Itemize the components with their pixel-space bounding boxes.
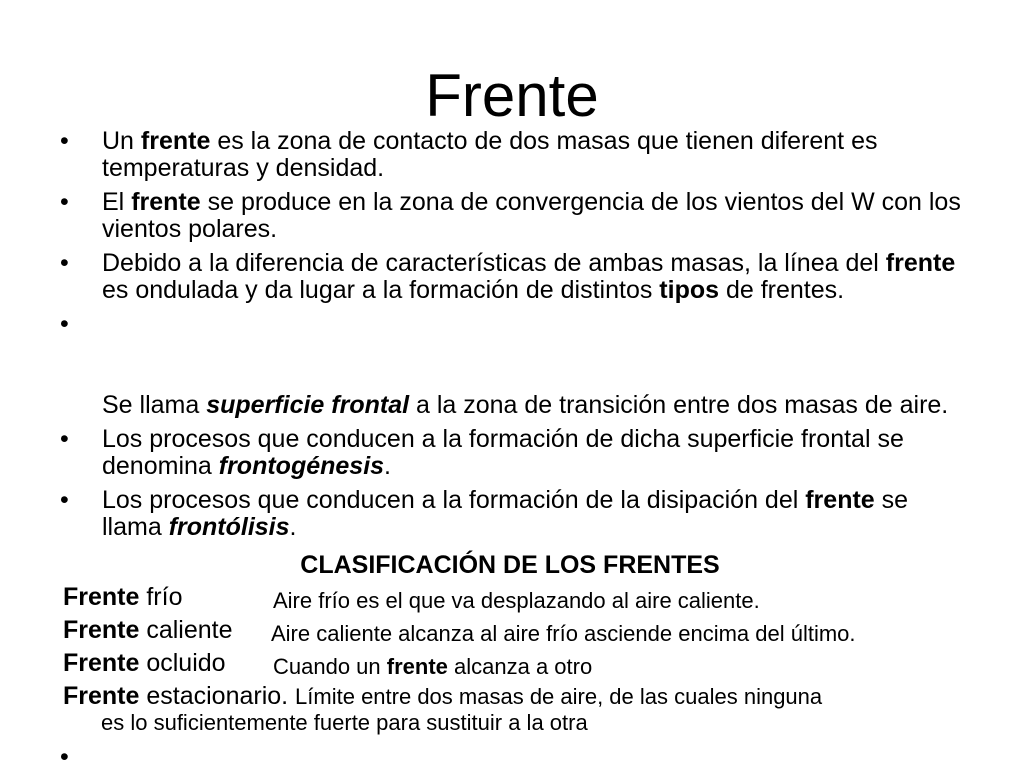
bullet-frente-definition <box>60 128 970 182</box>
front-type-warm <box>63 617 963 650</box>
front-definition: Aire frío es el que va desplazando al aire caliente. <box>273 588 760 613</box>
bullet-dot: • <box>60 310 69 338</box>
front-term-rest: caliente <box>139 616 233 644</box>
bullet-keyword: superficie frontal <box>206 391 410 419</box>
front-term: Frente <box>63 583 140 611</box>
front-definition <box>273 653 592 680</box>
bullet-frontolisis <box>60 487 970 541</box>
bullet-frente-types <box>60 250 970 304</box>
bullet-text: es la zona de contacto de dos masas que tienen diferent es temperaturas y densidad. <box>102 127 878 182</box>
front-term-rest: frío <box>139 583 183 611</box>
bullet-text: Debido a la diferencia de características de ambas masas, la línea del <box>102 249 886 277</box>
bullet-text: a la zona de transición entre dos masas de aire. <box>409 391 949 419</box>
bullet-keyword: frente <box>805 486 875 514</box>
bullet-superficie-frontal <box>60 311 970 419</box>
front-type-cold <box>63 584 963 617</box>
bullet-text: . <box>289 513 297 541</box>
bullet-text: Los procesos que conducen a la formación de dicha superficie frontal se denomina <box>102 425 904 480</box>
front-definition-continuation: es lo suficientemente fuerte para sustituir a la otra <box>101 710 588 735</box>
front-term-rest: estacionario. <box>139 682 296 710</box>
front-types-list <box>63 584 963 735</box>
bullet-list <box>60 128 970 548</box>
bullet-keyword: frontogénesis <box>218 452 385 480</box>
front-definition: Aire caliente alcanza al aire frío asciende encima del último. <box>271 621 856 646</box>
definition-keyword: frente <box>386 654 448 679</box>
bullet-text: Los procesos que conducen a la formación de la disipación del <box>102 486 806 514</box>
bullet-keyword: tipos <box>659 276 720 304</box>
bullet-keyword: frente <box>131 188 201 216</box>
bullet-text: se llama <box>102 486 909 541</box>
bullet-keyword: frente <box>885 249 956 277</box>
definition-text: alcanza a otro <box>447 654 593 679</box>
bullet-text: . <box>384 452 391 480</box>
front-type-stationary <box>63 683 963 735</box>
bullet-text: es ondulada y da lugar a la formación de distintos <box>102 276 660 304</box>
bullet-text: Un <box>102 127 141 155</box>
front-definition: Límite entre dos masas de aire, de las cuales ninguna <box>295 684 823 709</box>
bullet-dot: • <box>60 188 69 216</box>
bullet-text: se produce en la zona de convergencia de los vientos del W con los vientos polares. <box>102 188 961 243</box>
bullet-frontogenesis <box>60 426 970 480</box>
front-term-rest: ocluido <box>139 649 226 677</box>
bullet-text: El <box>102 188 132 216</box>
bullet-dot: • <box>60 425 69 453</box>
bullet-keyword: frontólisis <box>168 513 290 541</box>
bullet-dot: • <box>60 249 69 277</box>
empty-bullet: • <box>60 743 69 771</box>
front-term: Frente <box>63 682 140 710</box>
front-term: Frente <box>63 616 140 644</box>
slide-title: Frente <box>425 62 599 129</box>
bullet-dot: • <box>60 486 69 514</box>
bullet-frente-origin <box>60 189 970 243</box>
bullet-keyword: frente <box>140 127 211 155</box>
bullet-text: de frentes. <box>719 276 845 304</box>
classification-heading: CLASIFICACIÓN DE LOS FRENTES <box>300 551 720 579</box>
front-term: Frente <box>63 649 140 677</box>
front-type-occluded <box>63 650 963 683</box>
bullet-text: Se llama <box>102 391 200 419</box>
bullet-dot: • <box>60 127 69 155</box>
definition-text: Cuando un <box>273 654 387 679</box>
